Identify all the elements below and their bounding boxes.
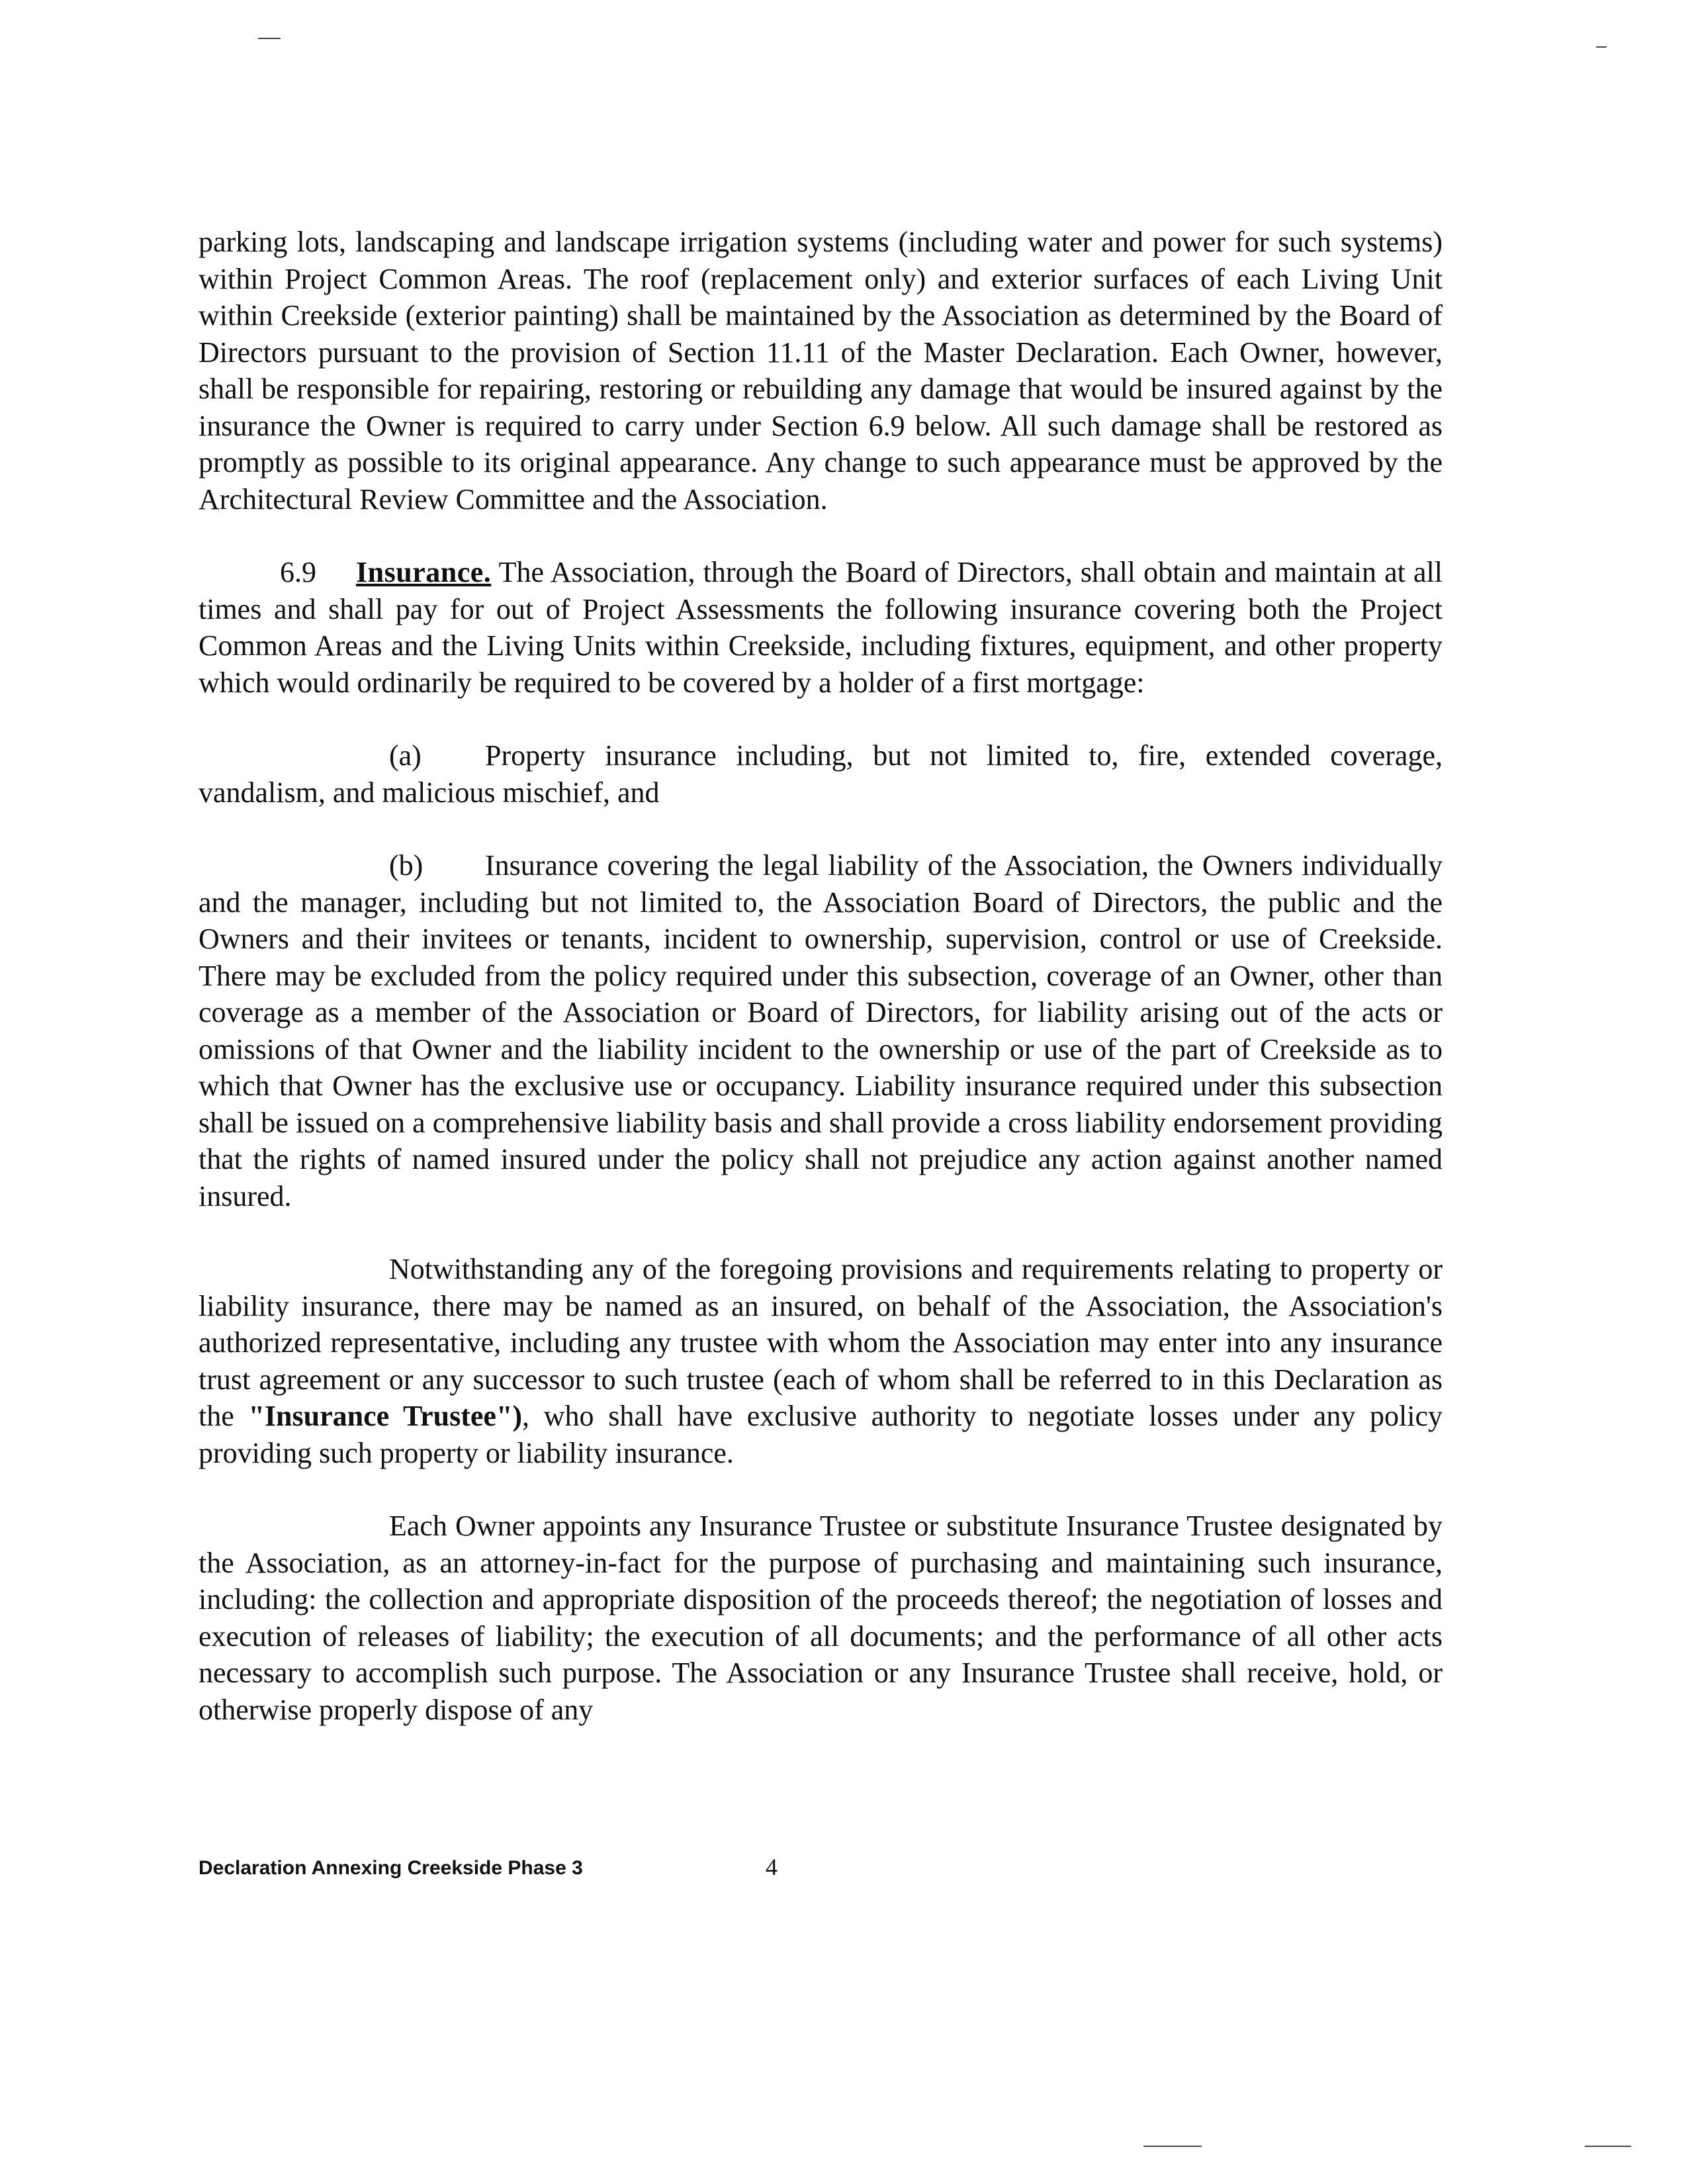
list-item-b [199, 847, 1443, 1214]
scan-artifact-bottom-center [1143, 2146, 1202, 2147]
insurance-trustee-text-before: Notwithstanding any of the foregoing provisions and requirements relating to property or liability insurance, there may be named as an insured, on behalf of the Association, the Association's authorized representative, including any trustee with whom the Association may enter into any insurance trust agreement or any successor to such trustee (each of whom shall be referred to in this Declaration as the [199, 1253, 1443, 1432]
paragraph-section-6-9 [199, 554, 1443, 701]
defined-term-insurance-trustee: "Insurance Trustee") [248, 1400, 523, 1432]
section-6-9-text: The Association, through the Board of Directors, shall obtain and maintain at all times and shall pay for out of Project Assessments the following insurance covering both the Project Common Areas and the Living Units within Creekside, including fixtures, equipment, and other property which would ordinarily be required to be covered by a holder of a first mortgage: [199, 556, 1443, 699]
paragraph-insurance-trustee [199, 1251, 1443, 1471]
scan-artifact-bottom-right [1585, 2146, 1631, 2147]
list-item-a [199, 737, 1443, 811]
list-item-b-text: Insurance covering the legal liability of the Association, the Owners individually and the manager, including but not limited to, the Association Board of Directors, the public and the Owners and their invitees or tenants, incident to ownership, supervision, control or use of Creekside. There may be excluded from the policy required under this subsection, coverage of an Owner, other than coverage as a member of the Association or Board of Directors, for liability arising out of the acts or omissions of that Owner and the liability incident to the ownership or use of the part of Creekside as to which that Owner has the exclusive use or occupancy. Liability insurance required under this subsection shall be issued on a comprehensive liability basis and shall provide a cross liability endorsement providing that the rights of named insured under the policy shall not prejudice any action against another named insured. [199, 849, 1443, 1212]
page-number: 4 [766, 1854, 778, 1880]
body-text [199, 224, 1443, 1728]
section-heading: Insurance. [356, 556, 492, 588]
list-item-a-text: Property insurance including, but not limited to, fire, extended coverage, vandalism, and malicious mischief, and [199, 739, 1443, 809]
insurance-trustee-text-after: , who shall have exclusive authority to negotiate losses under any policy providing such property or liability insurance. [199, 1400, 1443, 1469]
section-number: 6.9 [280, 556, 316, 588]
paragraph-attorney-in-fact: Each Owner appoints any Insurance Trustee or substitute Insurance Trustee designated by the Association, as an attorney-in-fact for the purpose of purchasing and maintaining such insurance, including: the collection and appropriate disposition of the proceeds thereof; the negotiation of losses and execution of releases of liability; the execution of all documents; and the performance of all other acts necessary to accomplish such purpose. The Association or any Insurance Trustee shall receive, hold, or otherwise properly dispose of any [199, 1510, 1443, 1726]
paragraph-maintenance: parking lots, landscaping and landscape irrigation systems (including water and power for such systems) within Project Common Areas. The roof (replacement only) and exterior surfaces of each Living Unit within Creekside (exterior painting) shall be maintained by the Association as determined by the Board of Directors pursuant to the provision of Section 11.11 of the Master Declaration. Each Owner, however, shall be responsible for repairing, restoring or rebuilding any damage that would be insured against by the insurance the Owner is required to carry under Section 6.9 below. All such damage shall be restored as promptly as possible to its original appearance. Any change to such appearance must be approved by the Architectural Review Committee and the Association. [199, 226, 1443, 516]
scan-artifact-top-left [258, 38, 281, 39]
scan-artifact-top-right [1596, 46, 1607, 48]
list-item-b-label: (b) [389, 849, 424, 882]
list-item-a-label: (a) [389, 739, 422, 772]
footer-title: Declaration Annexing Creekside Phase 3 [199, 1857, 583, 1879]
